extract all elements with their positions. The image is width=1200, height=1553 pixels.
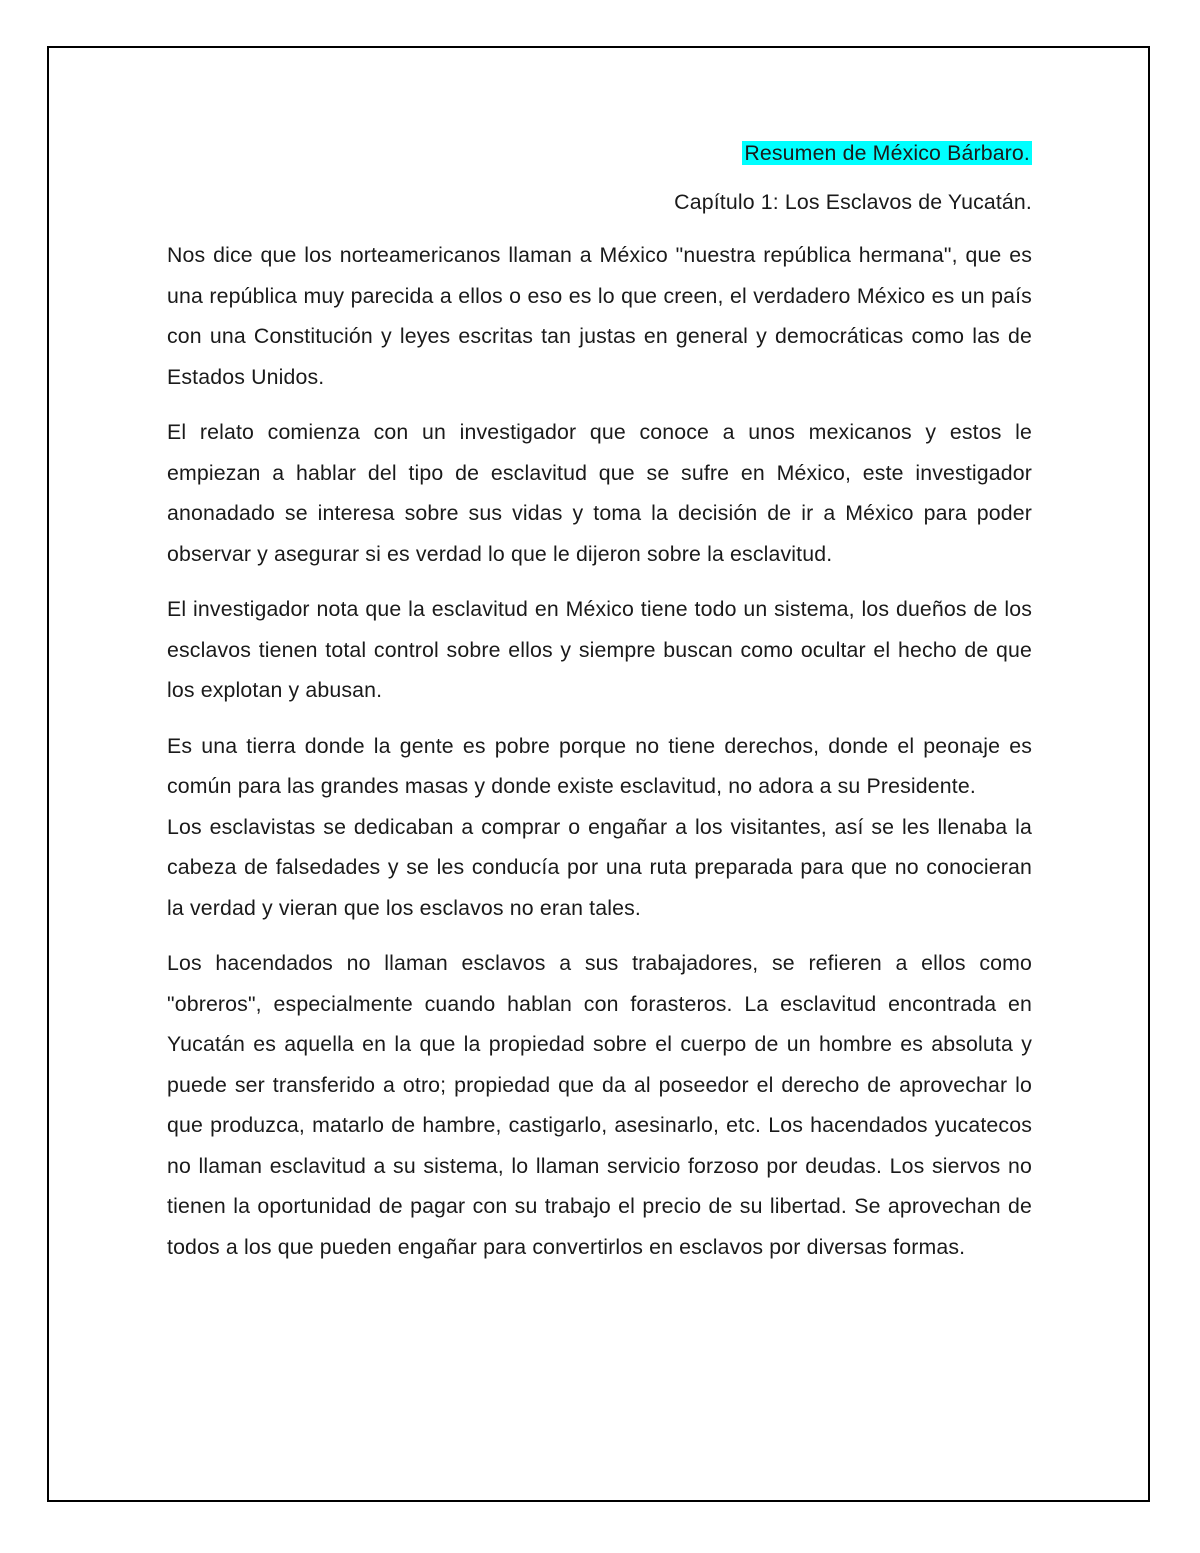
paragraph-5: Los esclavistas se dedicaban a comprar o engañar a los visitantes, así se les llenaba la cabeza de falsedades y se les conducía por una ruta preparada para que no conocieran la verdad y vieran que los esclavos no eran tales. — [167, 814, 1032, 920]
paragraph-3: El investigador nota que la esclavitud en México tiene todo un sistema, los dueños de los esclavos tienen total control sobre ellos y siempre buscan como ocultar el hecho de que los explotan y abusan. — [167, 597, 1032, 702]
paragraph-4: Es una tierra donde la gente es pobre porque no tiene derechos, donde el peonaje es común para las grandes masas y donde existe esclavitud, no adora a su Presidente. — [167, 733, 1032, 798]
paragraph-1: Nos dice que los norteamericanos llaman a México "nuestra república hermana", que es una república muy parecida a ellos o eso es lo que creen, el verdadero México es un país con una Constitución y leyes escritas tan justas en general y democráticas como las de Estados Unidos. — [167, 243, 1032, 389]
paragraph-2: El relato comienza con un investigador que conoce a unos mexicanos y estos le empiezan a hablar del tipo de esclavitud que se sufre en México, este investigador anonadado se interesa sobre sus vidas y toma la decisión de ir a México para poder observar y asegurar si es verdad lo que le dijeron sobre la esclavitud. — [167, 420, 1032, 566]
chapter-heading: Capítulo 1: Los Esclavos de Yucatán. — [674, 190, 1032, 214]
document-title: Resumen de México Bárbaro. — [744, 141, 1030, 165]
paragraph-6: Los hacendados no llaman esclavos a sus trabajadores, se refieren a ellos como "obreros", especialmente cuando hablan con forasteros. La esclavitud encontrada en Yucatán es aquella en la que la propiedad sobre el cuerpo de un hombre es absoluta y puede ser transferido a otro; propiedad que da al poseedor el derecho de aprovechar lo que produzca, matarlo de hambre, castigarlo, asesinarlo, etc. Los hacendados yucatecos no llaman esclavitud a su sistema, lo llaman servicio forzoso por deudas. Los siervos no tienen la oportunidad de pagar con su trabajo el precio de su libertad. Se aprovechan de todos a los que pueden engañar para convertirlos en esclavos por diversas formas. — [167, 951, 1032, 1259]
document-body — [167, 136, 1032, 1282]
document-title-line — [167, 136, 1032, 170]
